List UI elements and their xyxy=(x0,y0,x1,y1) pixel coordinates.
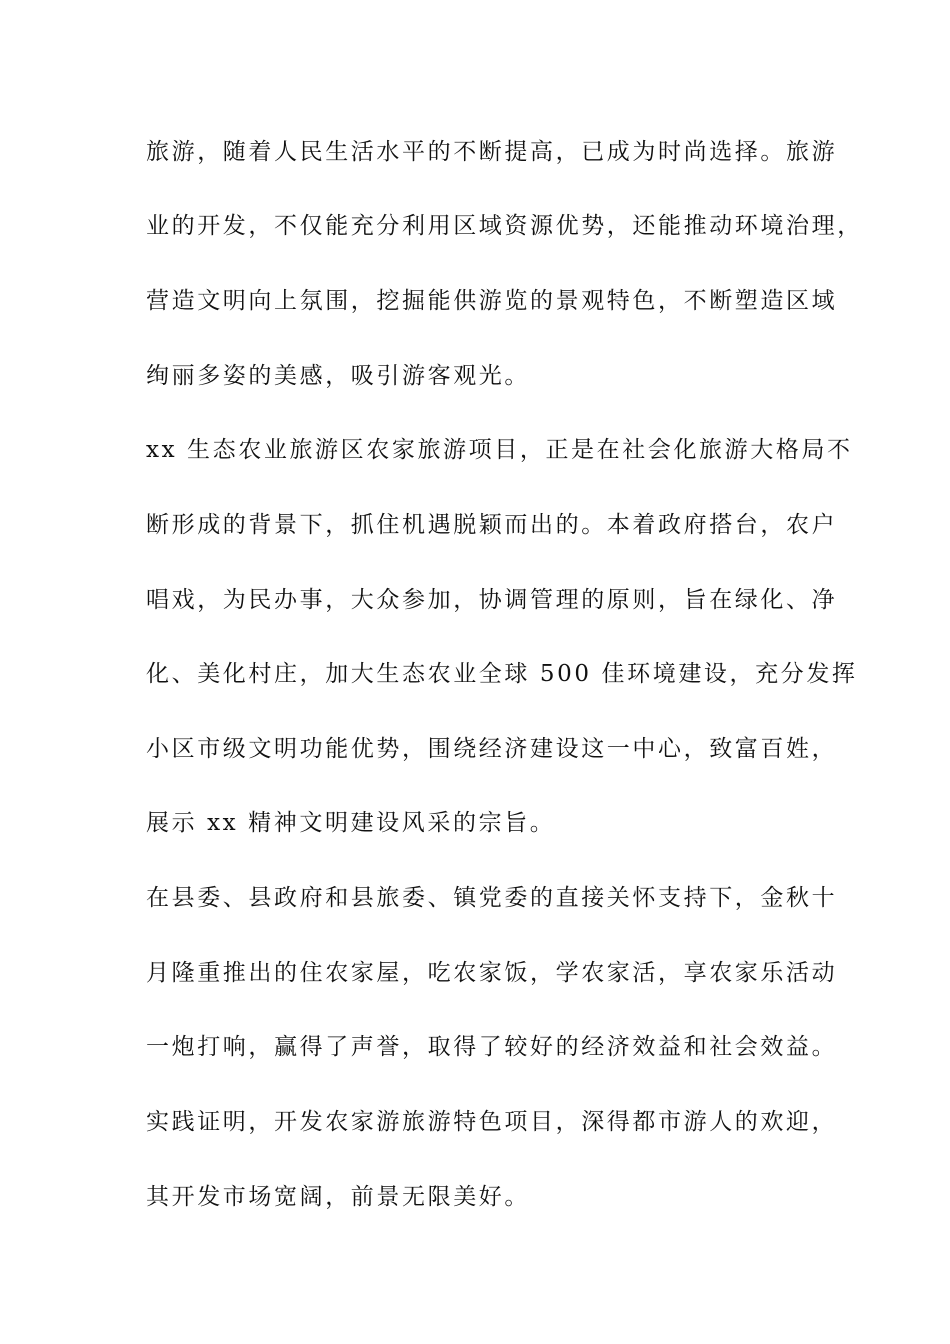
text-line: 断形成的背景下，抓住机遇脱颖而出的。本着政府搭台，农户 xyxy=(146,512,838,538)
text-line: 其开发市场宽阔，前景无限美好。 xyxy=(146,1184,530,1210)
text-line: xx 生态农业旅游区农家旅游项目，正是在社会化旅游大格局不 xyxy=(146,437,853,463)
text-line: 化、美化村庄，加大生态农业全球 500 佳环境建设，充分发挥 xyxy=(146,661,858,687)
text-line: 一炮打响，赢得了声誉，取得了较好的经济效益和社会效益。 xyxy=(146,1034,838,1060)
text-line: 业的开发，不仅能充分利用区域资源优势，还能推动环境治理， xyxy=(146,213,863,239)
text-line: 旅游，随着人民生活水平的不断提高，已成为时尚选择。旅游 xyxy=(146,139,838,165)
text-line: 在县委、县政府和县旅委、镇党委的直接关怀支持下，金秋十 xyxy=(146,885,838,911)
text-line: 绚丽多姿的美感，吸引游客观光。 xyxy=(146,363,530,389)
text-line: 月隆重推出的住农家屋，吃农家饭，学农家活，享农家乐活动 xyxy=(146,960,838,986)
text-line: 小区市级文明功能优势，围绕经济建设这一中心，致富百姓， xyxy=(146,736,838,762)
text-line: 展示 xx 精神文明建设风采的宗旨。 xyxy=(146,810,556,836)
text-line: 营造文明向上氛围，挖掘能供游览的景观特色，不断塑造区域 xyxy=(146,288,838,314)
text-line: 实践证明，开发农家游旅游特色项目，深得都市游人的欢迎， xyxy=(146,1109,838,1135)
text-line: 唱戏，为民办事，大众参加，协调管理的原则，旨在绿化、净 xyxy=(146,587,838,613)
